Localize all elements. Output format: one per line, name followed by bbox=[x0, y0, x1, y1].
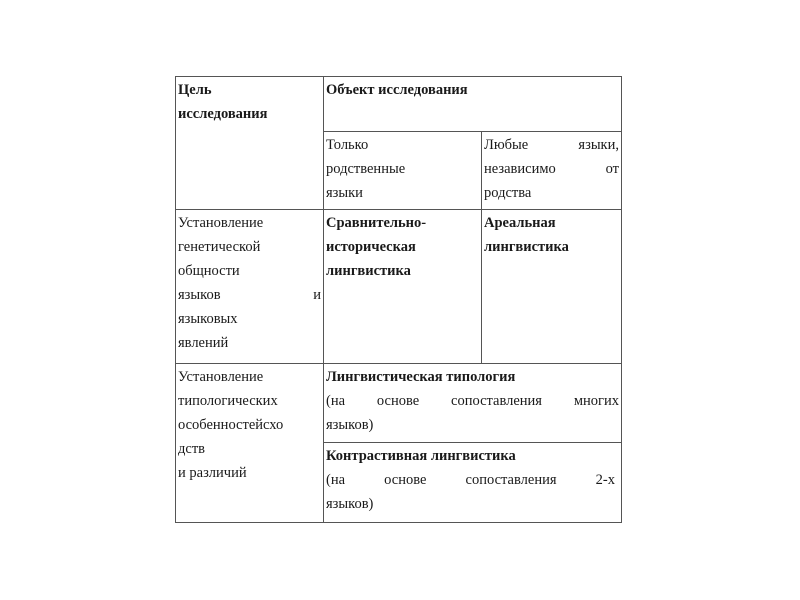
row2-typology-l1 bbox=[326, 389, 619, 413]
row1-goal-l4-w2: и bbox=[313, 287, 321, 303]
row2-goal-l4: дств bbox=[178, 441, 205, 457]
row2-typology-l1-w1: (на bbox=[326, 393, 346, 409]
subheader-any-l3: родства bbox=[484, 185, 532, 201]
subheader-any-l1 bbox=[484, 133, 619, 157]
row2-contrastive-l1 bbox=[326, 468, 619, 492]
row1-goal-cell bbox=[176, 210, 323, 363]
row1-goal-l4 bbox=[178, 283, 321, 307]
subheader-any-l1-w2: языки, bbox=[578, 137, 619, 153]
row2-contrastive-title: Контрастивная лингвистика bbox=[326, 448, 516, 464]
header-goal-line1: Цель bbox=[178, 82, 212, 98]
table-border-bottom bbox=[175, 522, 622, 523]
subheader-related-l1: Только bbox=[326, 137, 369, 153]
subheader-any-l2-w1: независимо bbox=[484, 161, 556, 177]
row1-comparative-cell bbox=[324, 210, 481, 363]
subheader-related-cell bbox=[324, 132, 481, 209]
row2-typology-title: Лингвистическая типология bbox=[326, 369, 516, 385]
row1-comparative-l1: Сравнительно- bbox=[326, 215, 427, 231]
row1-areal-l2: лингвистика bbox=[484, 239, 569, 255]
subheader-any-cell bbox=[482, 132, 621, 209]
subheader-any-l2-w2: от bbox=[605, 161, 619, 177]
row1-comparative-l3: лингвистика bbox=[326, 263, 411, 279]
row1-goal-l6: явлений bbox=[178, 335, 229, 351]
row2-goal-l5: и различий bbox=[178, 465, 247, 481]
row2-typology-l1-w2: основе bbox=[376, 393, 420, 409]
row2-contrastive-l2: языков) bbox=[326, 496, 374, 512]
subheader-any-l1-w1: Любые bbox=[484, 137, 529, 153]
table-border-right bbox=[621, 76, 622, 523]
row1-areal-l1: Ареальная bbox=[484, 215, 556, 231]
row2-goal-l1: Установление bbox=[178, 369, 264, 385]
row2-goal-l3: особенностейсхо bbox=[178, 417, 284, 433]
header-object-label: Объект исследования bbox=[326, 82, 468, 98]
row2-contrastive-l1-w2: основе bbox=[384, 472, 427, 488]
row2-goal-l2: типологических bbox=[178, 393, 278, 409]
row2-contrastive-cell bbox=[324, 443, 621, 522]
row1-goal-l3: общности bbox=[178, 263, 240, 279]
row2-typology-l2: языков) bbox=[326, 417, 374, 433]
row2-contrastive-l1-w3: сопоставления bbox=[465, 472, 557, 488]
row2-goal-cell bbox=[176, 364, 323, 522]
comparison-table bbox=[175, 76, 622, 523]
row1-comparative-l2: историческая bbox=[326, 239, 416, 255]
row1-goal-l1: Установление bbox=[178, 215, 264, 231]
row1-areal-cell bbox=[482, 210, 621, 363]
row1-goal-l5: языковых bbox=[178, 311, 238, 327]
subheader-related-l2: родственные bbox=[326, 161, 406, 177]
row2-contrastive-l1-w1: (на bbox=[326, 472, 346, 488]
subheader-related-l3: языки bbox=[326, 185, 363, 201]
row1-goal-l4-w1: языков bbox=[178, 287, 221, 303]
row2-typology-l1-w4: многих bbox=[573, 393, 619, 409]
row1-goal-l2: генетической bbox=[178, 239, 261, 255]
header-goal-cell bbox=[176, 77, 323, 131]
header-goal-line2: исследования bbox=[178, 106, 268, 122]
row2-typology-l1-w3: сопоставления bbox=[451, 393, 542, 409]
header-object-cell bbox=[324, 77, 621, 131]
row2-contrastive-l1-w4: 2-х bbox=[595, 472, 615, 488]
subheader-any-l2 bbox=[484, 157, 619, 181]
row2-typology-cell bbox=[324, 364, 621, 442]
